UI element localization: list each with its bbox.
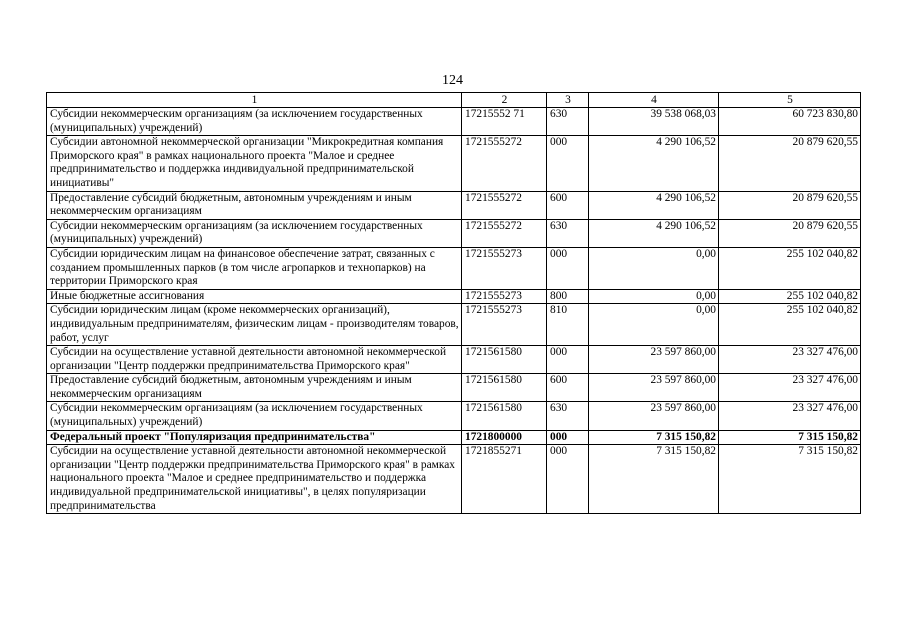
row-amount-col5: 7 315 150,82 <box>719 430 861 445</box>
table-row <box>47 289 861 304</box>
row-description: Субсидии автономной некоммерческой организации "Микрокредитная компания Приморского края" в рамках национального проекта "Малое и среднее предпринимательство и поддержка индивидуальной предпринимательской инициативы" <box>47 136 462 191</box>
row-expense-type: 600 <box>547 191 589 219</box>
row-description: Субсидии юридическим лицам (кроме некоммерческих организаций), индивидуальным предпринимателям, физическим лицам - производителям товаров, работ, услуг <box>47 304 462 346</box>
row-amount-col4: 0,00 <box>589 304 719 346</box>
table-row <box>47 108 861 136</box>
row-target-code: 1721800000 <box>462 430 547 445</box>
row-expense-type: 600 <box>547 374 589 402</box>
row-amount-col5: 255 102 040,82 <box>719 304 861 346</box>
row-target-code: 1721855271 <box>462 445 547 514</box>
row-target-code: 1721555273 <box>462 289 547 304</box>
row-expense-type: 630 <box>547 219 589 247</box>
table-row <box>47 191 861 219</box>
row-description: Субсидии на осуществление уставной деятельности автономной некоммерческой организации "Центр поддержки предпринимательства Приморского края" в рамках национального проекта "Малое и среднее предпринимательство и поддержка индивидуальной предпринимательской инициативы", в целях популяризации предпринимательства <box>47 445 462 514</box>
row-target-code: 1721555272 <box>462 219 547 247</box>
table-row <box>47 402 861 430</box>
row-amount-col4: 7 315 150,82 <box>589 430 719 445</box>
row-amount-col4: 7 315 150,82 <box>589 445 719 514</box>
row-description: Субсидии юридическим лицам на финансовое обеспечение затрат, связанных с созданием промышленных парков (в том числе агропарков и технопарков) на территории Приморского края <box>47 247 462 289</box>
row-amount-col5: 255 102 040,82 <box>719 247 861 289</box>
row-description: Иные бюджетные ассигнования <box>47 289 462 304</box>
header-col-5: 5 <box>719 93 861 108</box>
row-target-code: 1721561580 <box>462 402 547 430</box>
row-description: Федеральный проект "Популяризация предпринимательства" <box>47 430 462 445</box>
row-expense-type: 000 <box>547 346 589 374</box>
header-row <box>47 93 861 108</box>
page-number: 124 <box>442 73 463 88</box>
row-expense-type: 810 <box>547 304 589 346</box>
row-amount-col4: 4 290 106,52 <box>589 219 719 247</box>
row-amount-col5: 60 723 830,80 <box>719 108 861 136</box>
row-expense-type: 000 <box>547 136 589 191</box>
row-description: Субсидии на осуществление уставной деятельности автономной некоммерческой организации "Центр поддержки предпринимательства Приморского края" <box>47 346 462 374</box>
row-target-code: 1721561580 <box>462 346 547 374</box>
row-expense-type: 800 <box>547 289 589 304</box>
row-expense-type: 630 <box>547 108 589 136</box>
row-target-code: 1721555272 <box>462 136 547 191</box>
row-description: Предоставление субсидий бюджетным, автономным учреждениям и иным некоммерческим организациям <box>47 191 462 219</box>
header-col-4: 4 <box>589 93 719 108</box>
table-row <box>47 247 861 289</box>
row-amount-col4: 23 597 860,00 <box>589 374 719 402</box>
table-row <box>47 445 861 514</box>
row-amount-col4: 0,00 <box>589 289 719 304</box>
table-row <box>47 136 861 191</box>
row-amount-col4: 23 597 860,00 <box>589 402 719 430</box>
table-row <box>47 346 861 374</box>
table-row <box>47 374 861 402</box>
row-amount-col5: 23 327 476,00 <box>719 402 861 430</box>
row-expense-type: 000 <box>547 247 589 289</box>
header-col-1: 1 <box>47 93 462 108</box>
row-amount-col4: 4 290 106,52 <box>589 191 719 219</box>
row-amount-col5: 23 327 476,00 <box>719 346 861 374</box>
row-target-code: 1721555272 <box>462 191 547 219</box>
row-description: Субсидии некоммерческим организациям (за исключением государственных (муниципальных) учреждений) <box>47 108 462 136</box>
row-amount-col5: 7 315 150,82 <box>719 445 861 514</box>
header-col-2: 2 <box>462 93 547 108</box>
table-row <box>47 219 861 247</box>
row-amount-col5: 20 879 620,55 <box>719 136 861 191</box>
header-col-3: 3 <box>547 93 589 108</box>
row-amount-col4: 39 538 068,03 <box>589 108 719 136</box>
row-expense-type: 630 <box>547 402 589 430</box>
row-description: Субсидии некоммерческим организациям (за исключением государственных (муниципальных) учреждений) <box>47 219 462 247</box>
row-description: Предоставление субсидий бюджетным, автономным учреждениям и иным некоммерческим организациям <box>47 374 462 402</box>
table-row <box>47 430 861 445</box>
row-amount-col4: 0,00 <box>589 247 719 289</box>
row-target-code: 1721555273 <box>462 247 547 289</box>
row-amount-col5: 23 327 476,00 <box>719 374 861 402</box>
row-target-code: 1721555273 <box>462 304 547 346</box>
row-amount-col4: 23 597 860,00 <box>589 346 719 374</box>
row-amount-col5: 20 879 620,55 <box>719 219 861 247</box>
row-description: Субсидии некоммерческим организациям (за исключением государственных (муниципальных) учреждений) <box>47 402 462 430</box>
row-amount-col5: 20 879 620,55 <box>719 191 861 219</box>
table-row <box>47 304 861 346</box>
row-expense-type: 000 <box>547 430 589 445</box>
row-expense-type: 000 <box>547 445 589 514</box>
row-amount-col4: 4 290 106,52 <box>589 136 719 191</box>
row-target-code: 17215552 71 <box>462 108 547 136</box>
budget-table <box>46 92 861 514</box>
row-target-code: 1721561580 <box>462 374 547 402</box>
row-amount-col5: 255 102 040,82 <box>719 289 861 304</box>
